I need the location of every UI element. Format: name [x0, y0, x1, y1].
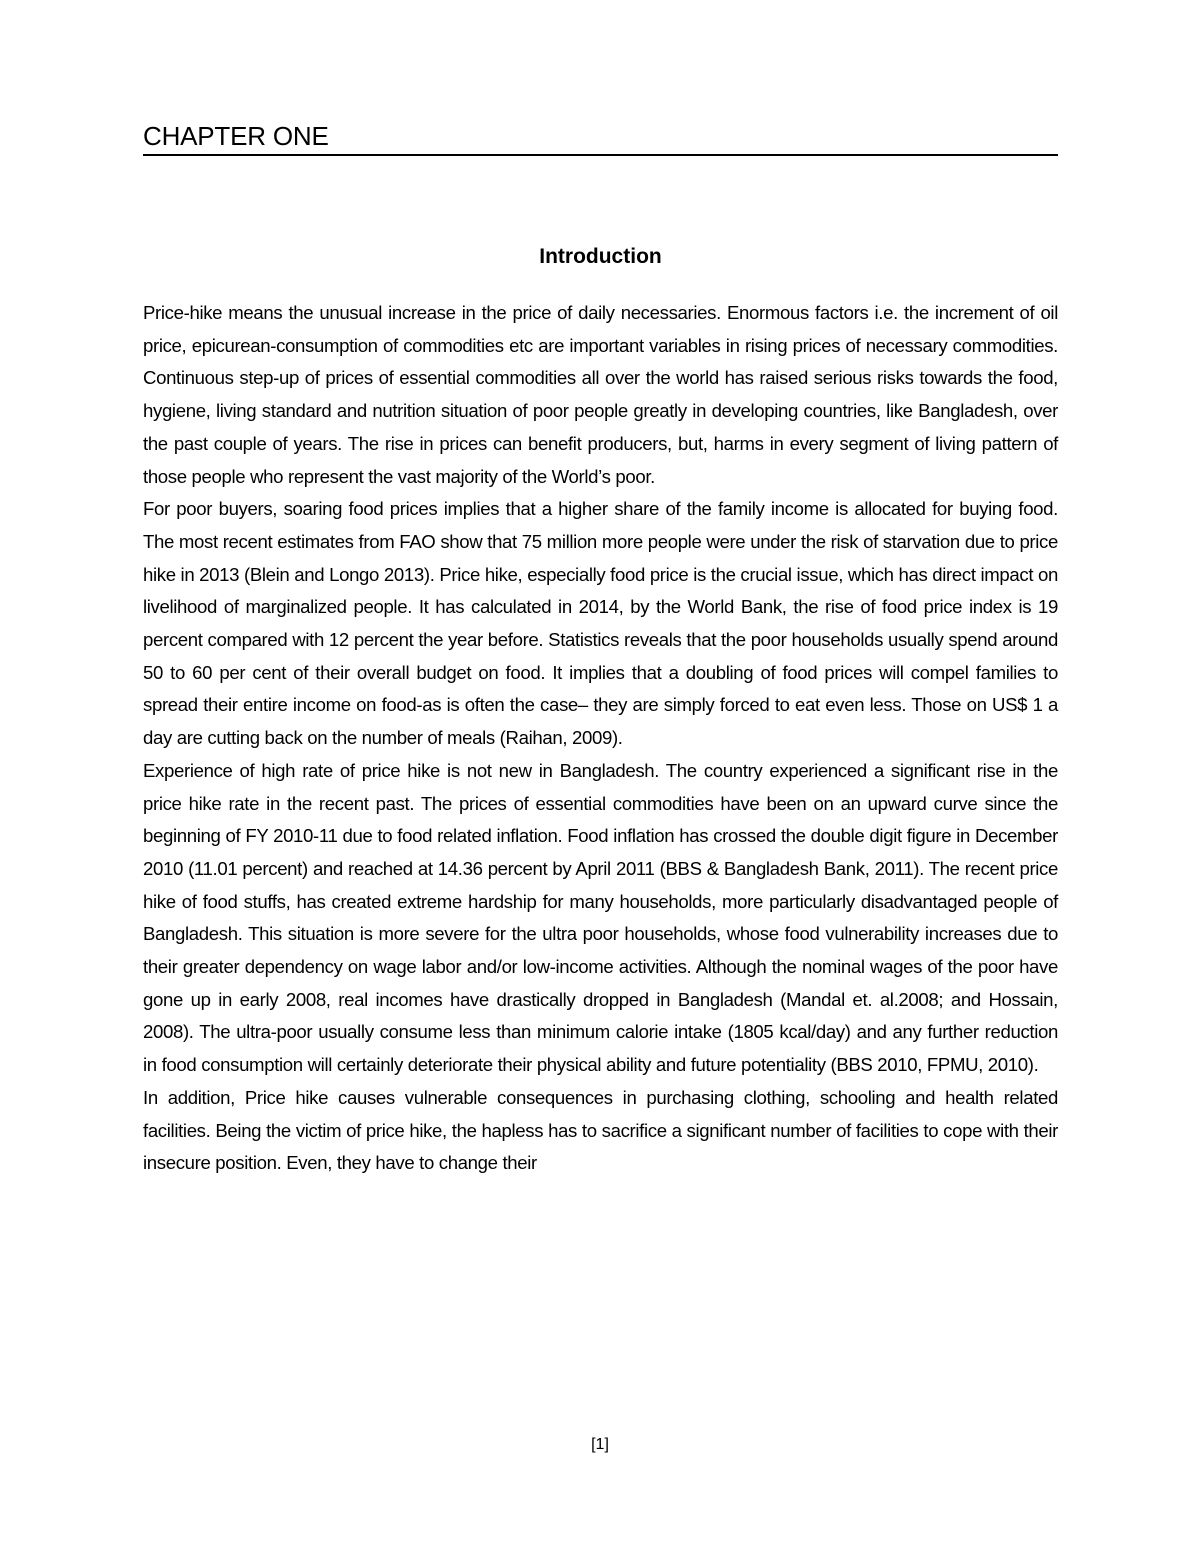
chapter-heading-rule [143, 154, 1058, 156]
page-number: [1] [591, 1436, 609, 1453]
paragraph-1: Price-hike means the unusual increase in the price of daily necessaries. Enormous factors i.e. the increment of oil price, epicurean-consumption of commodities etc are important variables in rising prices of necessary commodities. Continuous step-up of prices of essential commodities all over the world has raised serious risks towards the food, hygiene, living standard and nutrition situation of poor people greatly in developing countries, like Bangladesh, over the past couple of years. The rise in prices can benefit producers, but, harms in every segment of living pattern of those people who represent the vast majority of the World’s poor. [143, 302, 1058, 487]
chapter-heading: CHAPTER ONE [143, 121, 329, 151]
body-text [143, 297, 1058, 1180]
paragraph-2: For poor buyers, soaring food prices implies that a higher share of the family income is allocated for buying food. The most recent estimates from FAO show that 75 million more people were under the risk of starvation due to price hike in 2013 (Blein and Longo 2013). Price hike, especially food price is the crucial issue, which has direct impact on livelihood of marginalized people. It has calculated in 2014, by the World Bank, the rise of food price index is 19 percent compared with 12 percent the year before. Statistics reveals that the poor households usually spend around 50 to 60 per cent of their overall budget on food. It implies that a doubling of food prices will compel families to spread their entire income on food-as is often the case– they are simply forced to eat even less. Those on US$ 1 a day are cutting back on the number of meals (Raihan, 2009). [143, 498, 1058, 749]
paragraph-4: In addition, Price hike causes vulnerable consequences in purchasing clothing, schooling and health related facilities. Being the victim of price hike, the hapless has to sacrifice a significant number of facilities to cope with their insecure position. Even, they have to change their [143, 1086, 1058, 1174]
paragraph-3: Experience of high rate of price hike is not new in Bangladesh. The country experienced a significant rise in the price hike rate in the recent past. The prices of essential commodities have been on an upward curve since the beginning of FY 2010-11 due to food related inflation. Food inflation has crossed the double digit figure in December 2010 (11.01 percent) and reached at 14.36 percent by April 2011 (BBS & Bangladesh Bank, 2011). The recent price hike of food stuffs, has created extreme hardship for many households, more particularly disadvantaged people of Bangladesh. This situation is more severe for the ultra poor households, whose food vulnerability increases due to their greater dependency on wage labor and/or low-income activities. Although the nominal wages of the poor have gone up in early 2008, real incomes have drastically dropped in Bangladesh (Mandal et. al.2008; and Hossain, 2008). The ultra-poor usually consume less than minimum calorie intake (1805 kcal/day) and any further reduction in food consumption will certainly deteriorate their physical ability and future potentiality (BBS 2010, FPMU, 2010). [143, 759, 1058, 1076]
section-title: Introduction [539, 245, 662, 268]
